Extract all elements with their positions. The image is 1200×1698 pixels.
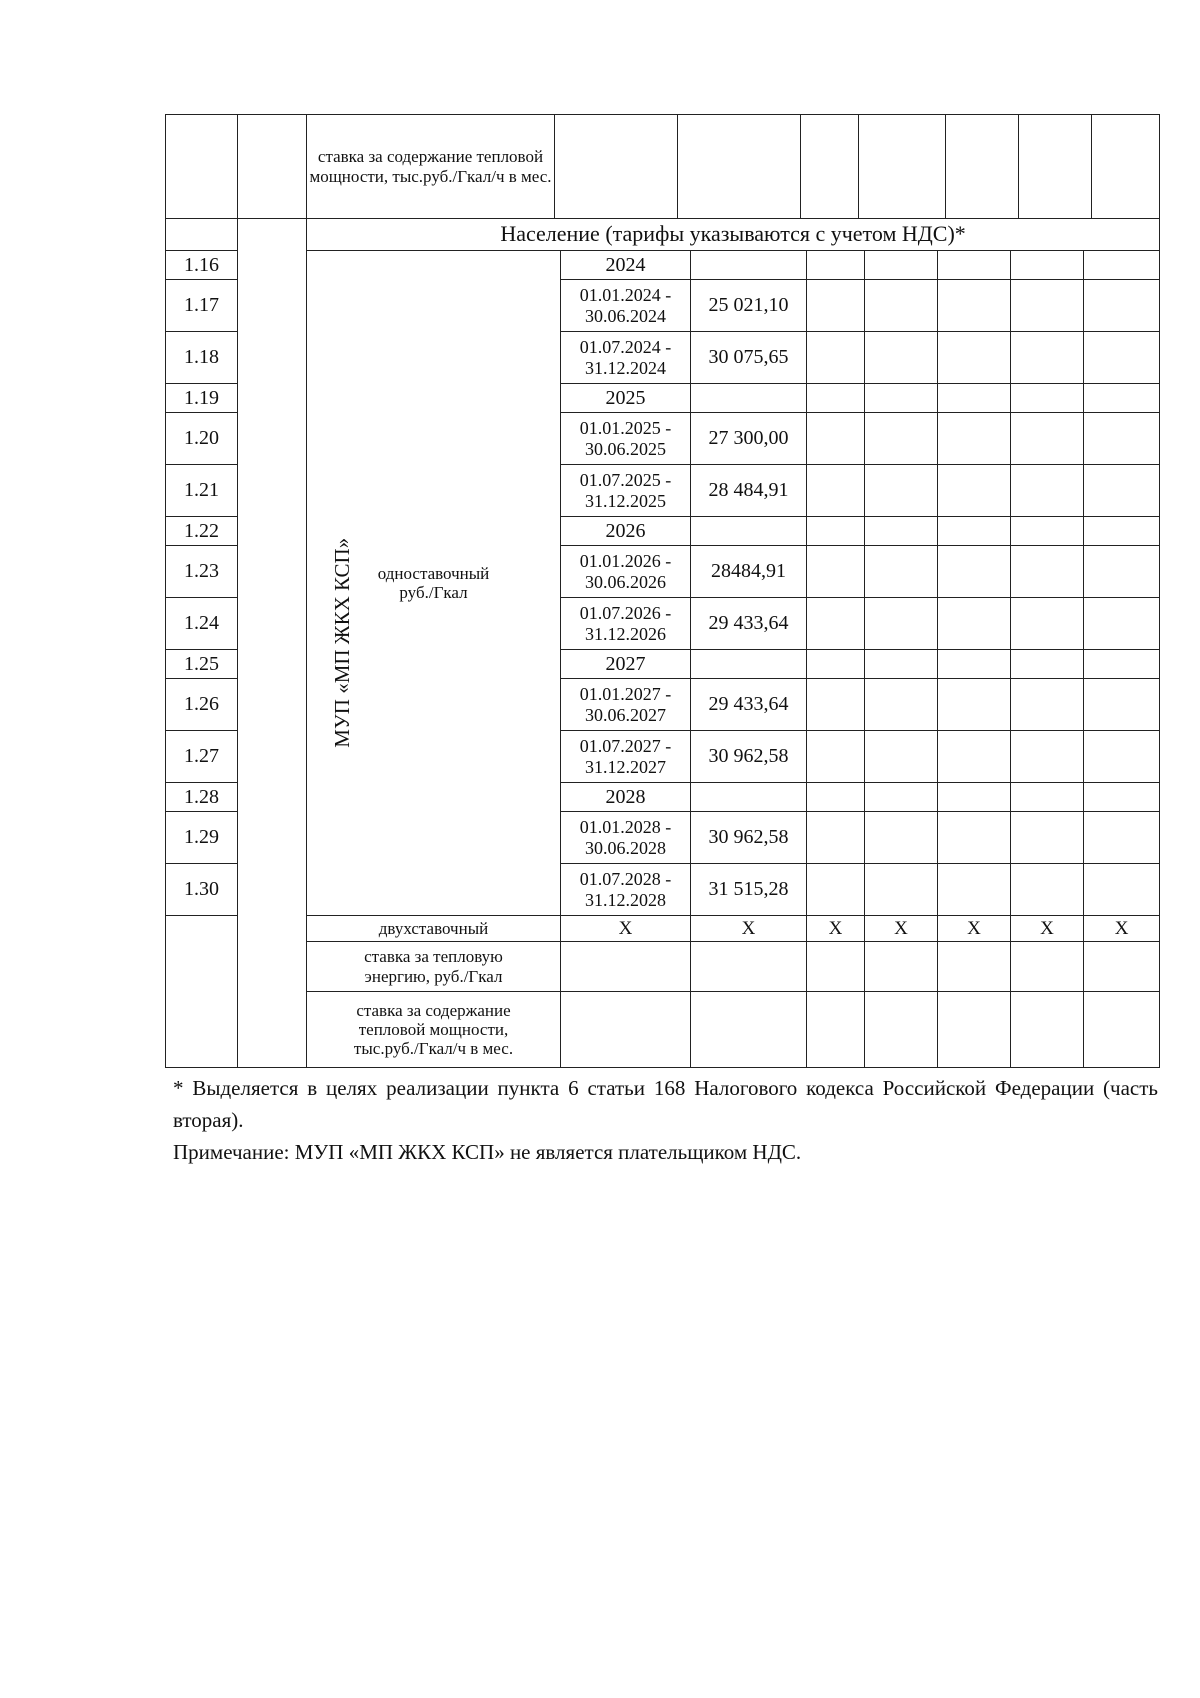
empty-cell — [807, 384, 865, 413]
empty-cell — [938, 465, 1011, 517]
organization-cell — [238, 219, 355, 1068]
empty-cell — [938, 251, 1011, 280]
empty-cell — [938, 332, 1011, 384]
empty-cell — [1084, 598, 1160, 650]
tariff-value — [691, 251, 807, 280]
not-applicable-mark: X — [938, 916, 1011, 942]
tariff-value: 31 515,28 — [691, 864, 807, 916]
empty-cell — [807, 332, 865, 384]
remark: Примечание: МУП «МП ЖКХ КСП» не является плательщиком НДС. — [173, 1140, 802, 1164]
row-number: 1.29 — [166, 812, 238, 864]
empty-cell — [691, 942, 807, 992]
empty-cell — [865, 731, 938, 783]
not-applicable-mark: X — [865, 916, 938, 942]
row-number: 1.21 — [166, 465, 238, 517]
empty-cell — [807, 783, 865, 812]
row-number: 1.18 — [166, 332, 238, 384]
empty-cell — [1084, 517, 1160, 546]
year-label: 2026 — [561, 517, 691, 546]
row-number: 1.27 — [166, 731, 238, 783]
top-fragment-table — [165, 114, 1160, 219]
empty-cell — [807, 864, 865, 916]
section-num-cell — [166, 219, 238, 251]
empty-cell — [1084, 332, 1160, 384]
empty-cell — [807, 251, 865, 280]
top-empty-cell — [946, 115, 1019, 219]
tariff-value: 27 300,00 — [691, 413, 807, 465]
period-label: 01.01.2025 - 30.06.2025 — [561, 413, 691, 465]
empty-cell — [1011, 864, 1084, 916]
tariff-value — [691, 783, 807, 812]
empty-cell — [1011, 679, 1084, 731]
row-number: 1.19 — [166, 384, 238, 413]
row-number — [166, 916, 238, 1068]
empty-cell — [1084, 546, 1160, 598]
empty-cell — [807, 679, 865, 731]
section-title: Население (тарифы указываются с учетом НДС)* — [307, 219, 1160, 251]
row-number: 1.24 — [166, 598, 238, 650]
empty-cell — [865, 864, 938, 916]
row-number: 1.20 — [166, 413, 238, 465]
empty-cell — [1084, 679, 1160, 731]
empty-cell — [938, 679, 1011, 731]
empty-cell — [1011, 598, 1084, 650]
empty-cell — [865, 251, 938, 280]
empty-cell — [1011, 731, 1084, 783]
empty-cell — [865, 280, 938, 332]
two-rate-row — [166, 916, 1160, 942]
capacity-rate-row — [166, 992, 1160, 1068]
empty-cell — [1011, 517, 1084, 546]
row-number: 1.25 — [166, 650, 238, 679]
row-number: 1.28 — [166, 783, 238, 812]
empty-cell — [938, 384, 1011, 413]
tariff-value: 29 433,64 — [691, 598, 807, 650]
year-label: 2024 — [561, 251, 691, 280]
empty-cell — [865, 783, 938, 812]
empty-cell — [807, 598, 865, 650]
year-label: 2025 — [561, 384, 691, 413]
period-label: 01.07.2027 - 31.12.2027 — [561, 731, 691, 783]
empty-cell — [807, 731, 865, 783]
empty-cell — [1084, 251, 1160, 280]
top-capacity-label: ставка за содержание тепловой мощности, тыс.руб./Гкал/ч в мес. — [307, 115, 555, 219]
tariff-value: 28484,91 — [691, 546, 807, 598]
empty-cell — [1011, 280, 1084, 332]
energy-rate-row — [166, 942, 1160, 992]
empty-cell — [1084, 992, 1160, 1068]
empty-cell — [938, 864, 1011, 916]
empty-cell — [1011, 413, 1084, 465]
not-applicable-mark: X — [807, 916, 865, 942]
tariff-value: 30 962,58 — [691, 812, 807, 864]
empty-cell — [1084, 280, 1160, 332]
empty-cell — [807, 280, 865, 332]
two-rate-label: двухставочный — [307, 916, 561, 942]
not-applicable-mark: X — [1084, 916, 1160, 942]
empty-cell — [561, 992, 691, 1068]
footnote: * Выделяется в целях реализации пункта 6 статьи 168 Налогового кодекса Российской Федерации (часть вторая). — [173, 1076, 1158, 1132]
tariff-value — [691, 384, 807, 413]
not-applicable-mark: X — [691, 916, 807, 942]
empty-cell — [865, 413, 938, 465]
empty-cell — [1011, 384, 1084, 413]
year-label: 2027 — [561, 650, 691, 679]
empty-cell — [1011, 812, 1084, 864]
row-number: 1.23 — [166, 546, 238, 598]
period-label: 01.07.2025 - 31.12.2025 — [561, 465, 691, 517]
empty-cell — [1084, 650, 1160, 679]
empty-cell — [807, 465, 865, 517]
period-label: 01.07.2024 - 31.12.2024 — [561, 332, 691, 384]
row-number: 1.26 — [166, 679, 238, 731]
empty-cell — [865, 679, 938, 731]
tariff-value — [691, 517, 807, 546]
empty-cell — [561, 942, 691, 992]
notes — [173, 1072, 1158, 1168]
empty-cell — [807, 942, 865, 992]
empty-cell — [938, 650, 1011, 679]
empty-cell — [938, 598, 1011, 650]
empty-cell — [938, 942, 1011, 992]
empty-cell — [1011, 546, 1084, 598]
empty-cell — [1011, 783, 1084, 812]
empty-cell — [865, 598, 938, 650]
empty-cell — [865, 546, 938, 598]
top-num-cell — [166, 115, 238, 219]
empty-cell — [1011, 650, 1084, 679]
empty-cell — [1011, 942, 1084, 992]
empty-cell — [1084, 783, 1160, 812]
top-org-cell — [238, 115, 307, 219]
row-number: 1.22 — [166, 517, 238, 546]
empty-cell — [807, 812, 865, 864]
period-label: 01.01.2027 - 30.06.2027 — [561, 679, 691, 731]
tariff-value — [691, 650, 807, 679]
tariff-value: 28 484,91 — [691, 465, 807, 517]
tariff-value: 30 075,65 — [691, 332, 807, 384]
capacity-rate-label: ставка за содержание тепловой мощности, тыс.руб./Гкал/ч в мес. — [307, 992, 561, 1068]
empty-cell — [691, 992, 807, 1068]
tariff-value: 30 962,58 — [691, 731, 807, 783]
not-applicable-mark: X — [1011, 916, 1084, 942]
empty-cell — [1011, 332, 1084, 384]
empty-cell — [1084, 384, 1160, 413]
empty-cell — [865, 812, 938, 864]
empty-cell — [807, 992, 865, 1068]
row-number: 1.16 — [166, 251, 238, 280]
empty-cell — [865, 332, 938, 384]
tariff-table — [165, 218, 1160, 1068]
year-label: 2028 — [561, 783, 691, 812]
empty-cell — [938, 992, 1011, 1068]
period-label: 01.01.2028 - 30.06.2028 — [561, 812, 691, 864]
empty-cell — [1084, 465, 1160, 517]
period-label: 01.01.2026 - 30.06.2026 — [561, 546, 691, 598]
row-number: 1.30 — [166, 864, 238, 916]
top-empty-cell — [859, 115, 946, 219]
top-empty-cell — [678, 115, 801, 219]
empty-cell — [865, 384, 938, 413]
empty-cell — [938, 731, 1011, 783]
empty-cell — [1011, 251, 1084, 280]
tariff-row — [166, 251, 1160, 280]
single-rate-label: одноставочный руб./Гкал — [307, 251, 561, 916]
energy-rate-label: ставка за тепловую энергию, руб./Гкал — [307, 942, 561, 992]
empty-cell — [807, 517, 865, 546]
top-empty-cell — [555, 115, 678, 219]
empty-cell — [938, 280, 1011, 332]
tariff-value: 25 021,10 — [691, 280, 807, 332]
not-applicable-mark: X — [561, 916, 691, 942]
empty-cell — [1084, 413, 1160, 465]
empty-cell — [865, 942, 938, 992]
period-label: 01.07.2026 - 31.12.2026 — [561, 598, 691, 650]
empty-cell — [1084, 731, 1160, 783]
empty-cell — [865, 992, 938, 1068]
empty-cell — [807, 413, 865, 465]
empty-cell — [1084, 812, 1160, 864]
period-label: 01.07.2028 - 31.12.2028 — [561, 864, 691, 916]
organization-name: МУП «МП ЖКХ КСП» — [330, 538, 355, 748]
tariff-value: 29 433,64 — [691, 679, 807, 731]
empty-cell — [1084, 942, 1160, 992]
empty-cell — [1084, 864, 1160, 916]
empty-cell — [807, 650, 865, 679]
empty-cell — [938, 413, 1011, 465]
empty-cell — [938, 783, 1011, 812]
empty-cell — [938, 546, 1011, 598]
empty-cell — [865, 517, 938, 546]
empty-cell — [865, 650, 938, 679]
empty-cell — [1011, 465, 1084, 517]
row-number: 1.17 — [166, 280, 238, 332]
top-empty-cell — [1092, 115, 1160, 219]
top-empty-cell — [1019, 115, 1092, 219]
empty-cell — [865, 465, 938, 517]
period-label: 01.01.2024 - 30.06.2024 — [561, 280, 691, 332]
top-empty-cell — [801, 115, 859, 219]
empty-cell — [1011, 992, 1084, 1068]
empty-cell — [807, 546, 865, 598]
empty-cell — [938, 812, 1011, 864]
empty-cell — [938, 517, 1011, 546]
